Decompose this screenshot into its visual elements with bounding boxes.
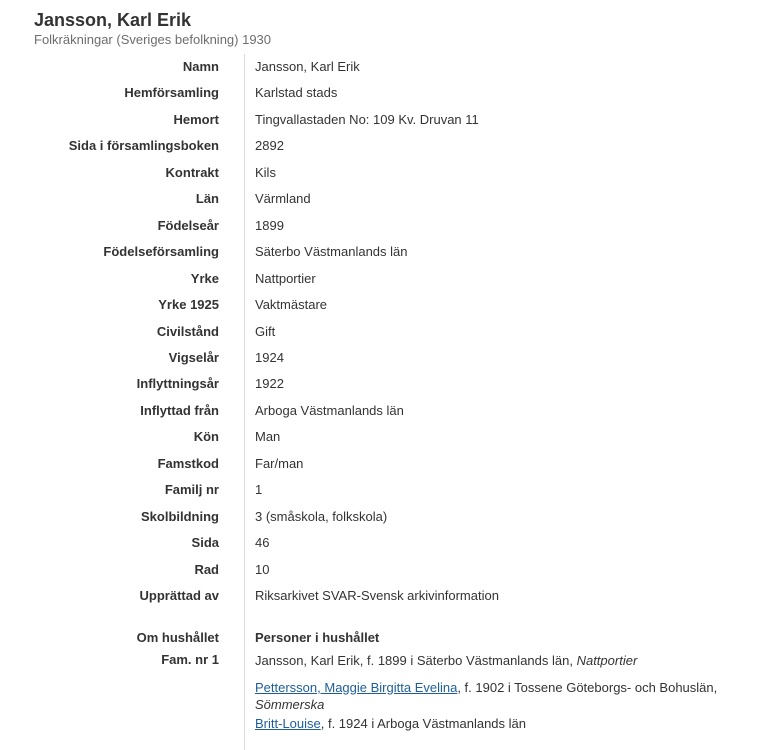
field-value: 1924 — [255, 349, 284, 365]
field-row — [0, 403, 762, 429]
field-value: Karlstad stads — [255, 85, 338, 101]
field-label: Yrke — [190, 270, 219, 286]
field-value: Nattportier — [255, 270, 316, 286]
field-row — [0, 456, 762, 482]
household-person — [255, 679, 735, 713]
field-value: 1899 — [255, 217, 284, 233]
field-label: Namn — [182, 59, 219, 74]
field-value: Riksarkivet SVAR-Svensk arkivinformation — [255, 588, 499, 603]
field-row — [0, 324, 762, 350]
household-person — [255, 715, 735, 732]
field-label: Födelseår — [157, 217, 219, 233]
field-value: 10 — [255, 561, 270, 577]
field-row — [0, 138, 762, 164]
household-heading: Personer i hushållet — [255, 630, 380, 645]
field-label: Vigselår — [168, 349, 219, 365]
field-row — [0, 509, 762, 535]
field-value: Gift — [255, 323, 276, 339]
person-details: , f. 1924 i Arboga Västmanlands län — [320, 716, 526, 731]
household-label: Om hushållet — [136, 630, 219, 645]
field-value: 2892 — [255, 138, 284, 154]
field-label: Rad — [194, 561, 219, 577]
field-label: Inflyttningsår — [136, 376, 219, 392]
field-value: Far/man — [255, 455, 304, 471]
field-row — [0, 482, 762, 508]
field-row — [0, 218, 762, 244]
field-label: Län — [195, 191, 219, 207]
field-value: Värmland — [255, 191, 311, 207]
field-label: Familj nr — [164, 482, 219, 498]
person-link[interactable]: Britt-Louise — [255, 716, 321, 731]
field-row — [0, 350, 762, 376]
field-label: Sida i församlingsboken — [68, 138, 219, 154]
field-row — [0, 244, 762, 270]
field-label: Födelseförsamling — [103, 244, 219, 260]
field-label: Sida — [191, 535, 219, 551]
field-label: Kontrakt — [165, 164, 219, 180]
field-value: Kils — [255, 164, 276, 180]
household-fam-label: Fam. nr 1 — [161, 652, 219, 667]
field-value: 1922 — [255, 376, 284, 392]
field-value: Arboga Västmanlands län — [255, 402, 404, 418]
field-row — [0, 376, 762, 402]
field-value: 1 — [255, 482, 263, 498]
field-row — [0, 562, 762, 588]
field-label: Kön — [193, 429, 219, 445]
field-row — [0, 85, 762, 111]
person-occupation: Nattportier — [576, 653, 638, 668]
field-row — [0, 191, 762, 217]
field-value: Tingvallastaden No: 109 Kv. Druvan 11 — [255, 111, 479, 127]
person-occupation: Sömmerska — [255, 697, 325, 712]
field-value: Vaktmästare — [255, 297, 328, 313]
field-label: Civilstånd — [156, 323, 219, 339]
field-label: Hemort — [173, 111, 219, 127]
field-row — [0, 271, 762, 297]
field-value: 46 — [255, 535, 270, 551]
household-person — [255, 652, 735, 669]
field-label: Yrke 1925 — [158, 297, 219, 313]
field-row — [0, 535, 762, 561]
person-link[interactable]: Pettersson, Maggie Birgitta Evelina — [255, 680, 458, 695]
person-details: , f. 1902 i Tossene Göteborgs- och Bohuslän, — [457, 680, 718, 695]
field-row — [0, 297, 762, 323]
field-label: Skolbildning — [141, 508, 219, 524]
field-label: Inflyttad från — [140, 402, 219, 418]
field-row — [0, 165, 762, 191]
person-name: Jansson, Karl Erik — [255, 653, 360, 668]
field-value: 3 (småskola, folkskola) — [255, 508, 388, 524]
field-row — [0, 59, 762, 85]
field-value: Jansson, Karl Erik — [255, 59, 360, 74]
field-label: Famstkod — [157, 455, 219, 471]
field-row — [0, 429, 762, 455]
field-row — [0, 588, 762, 614]
field-value: Man — [255, 429, 281, 445]
page-subtitle: Folkräkningar (Sveriges befolkning) 1930 — [34, 32, 272, 47]
page-title: Jansson, Karl Erik — [34, 10, 192, 30]
field-label: Hemförsamling — [124, 85, 219, 101]
field-row — [0, 112, 762, 138]
field-value: Säterbo Västmanlands län — [255, 244, 408, 260]
person-details: , f. 1899 i Säterbo Västmanlands län, — [359, 653, 577, 668]
field-label: Upprättad av — [139, 588, 219, 603]
